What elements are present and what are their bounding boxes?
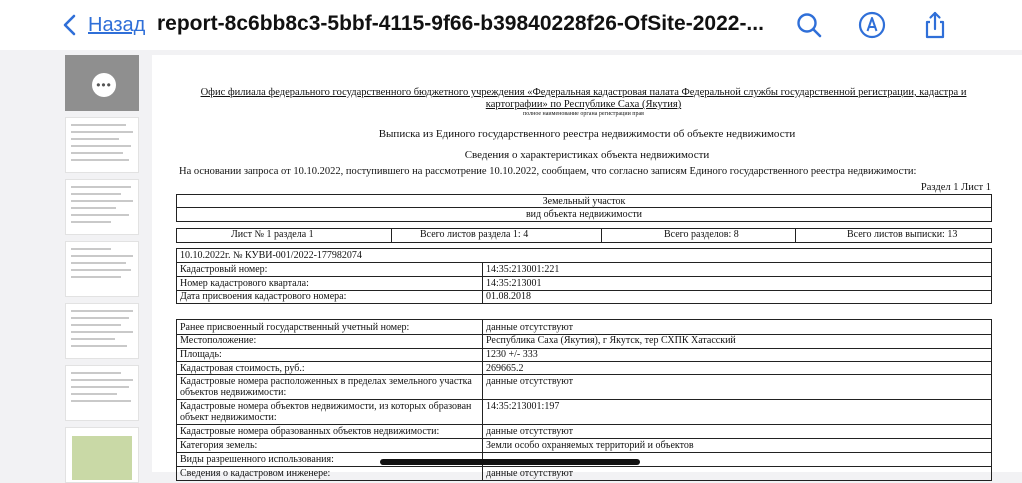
- source-cadastral-number: 14:35:213001:197: [486, 401, 560, 412]
- table-row-label: Сведения о кадастровом инженере:: [180, 468, 331, 479]
- table-row-label: Кадастровые номера объектов недвижимости, из которых образован объект недвижимости:: [180, 401, 472, 423]
- table-row-label: Кадастровая стоимость, руб.:: [180, 363, 305, 374]
- page-thumbnail-5[interactable]: [65, 303, 139, 359]
- sheet-number: Лист № 1 раздела 1: [231, 229, 314, 240]
- document-heading: Выписка из Единого государственного реестра недвижимости об объекте недвижимости: [378, 128, 796, 140]
- request-basis-text: На основании запроса от 10.10.2022, поступившего на рассмотрение 10.10.2022, сообщаем, что согласно записям Единого государственного реестра недвижимости:: [179, 166, 917, 177]
- document-title: report-8c6bb8c3-5bbf-4115-9f66-b39840228f26-OfSite-2022-...: [157, 12, 764, 35]
- table-row-value: данные отсутствуют: [486, 376, 573, 387]
- table-row-value: данные отсутствуют: [486, 426, 573, 437]
- sheets-in-section: Всего листов раздела 1: 4: [420, 229, 529, 240]
- chevron-left-icon: [62, 14, 78, 36]
- top-navigation-bar: [0, 0, 1022, 50]
- table-row-value: данные отсутствуют: [486, 322, 573, 333]
- page-thumbnail-2[interactable]: [65, 117, 139, 173]
- table-row-label: Номер кадастрового квартала:: [180, 278, 309, 289]
- search-button[interactable]: [794, 10, 824, 40]
- organization-caption: полное наименование органа регистрации прав: [522, 111, 645, 117]
- sections-count: Всего разделов: 8: [664, 229, 739, 240]
- section-sheet-label: Раздел 1 Лист 1: [920, 182, 991, 193]
- table-row-label: Местоположение:: [180, 335, 257, 346]
- document-subheading: Сведения о характеристиках объекта недвижимости: [464, 149, 710, 161]
- document-page: [152, 55, 1022, 479]
- object-type-caption: вид объекта недвижимости: [525, 209, 643, 220]
- page-thumbnail-4[interactable]: [65, 241, 139, 297]
- search-icon: [794, 10, 824, 40]
- table-row-label: Площадь:: [180, 349, 222, 360]
- object-type: Земельный участок: [542, 196, 626, 207]
- land-category: Земли особо охраняемых территорий и объектов: [486, 440, 694, 451]
- home-indicator[interactable]: [380, 459, 640, 465]
- page-thumbnail-6[interactable]: [65, 365, 139, 421]
- map-preview: [72, 436, 132, 480]
- back-label: Назад: [88, 13, 146, 36]
- sheets-total: Всего листов выписки: 13: [847, 229, 958, 240]
- cadastral-value: 269665.2: [486, 363, 524, 374]
- sheet-info-box: [176, 228, 992, 243]
- table-row-label: Ранее присвоенный государственный учетный номер:: [180, 322, 410, 333]
- back-button[interactable]: [62, 9, 145, 41]
- table-row-label: Кадастровый номер:: [180, 264, 268, 275]
- table-row-label: Виды разрешенного использования:: [180, 454, 334, 465]
- table-row-label: Кадастровые номера образованных объектов недвижимости:: [180, 426, 440, 437]
- characteristics-table: [176, 319, 992, 481]
- extract-id: 10.10.2022г. № КУВИ-001/2022-177982074: [180, 250, 362, 261]
- table-row-value: данные отсутствуют: [486, 468, 573, 479]
- markup-button[interactable]: [857, 10, 887, 40]
- table-row-label: Кадастровые номера расположенных в пределах земельного участка объектов недвижимости:: [180, 376, 472, 398]
- more-options-icon[interactable]: •••: [92, 73, 116, 97]
- organization-name: Офис филиала федерального государственного бюджетного учреждения «Федеральная кадастровая палата Федеральной службы государственной регистрации, кадастра и картографии» по Республике Саха (Якутия): [200, 87, 967, 110]
- area-value: 1230 +/- 333: [486, 349, 538, 360]
- share-icon: [920, 10, 950, 40]
- page-thumbnail-1[interactable]: [65, 55, 139, 111]
- location-value: Республика Саха (Якутия), г Якутск, тер СХПК Хатасский: [486, 335, 736, 346]
- page-thumbnail-3[interactable]: [65, 179, 139, 235]
- table-row-label: Категория земель:: [180, 440, 258, 451]
- cadastral-number: 14:35:213001:221: [486, 264, 560, 275]
- cadastral-table: [176, 248, 992, 304]
- page-thumbnail-7[interactable]: [65, 427, 139, 483]
- markup-pen-icon: [857, 10, 887, 40]
- object-type-box: [176, 194, 992, 222]
- table-row-label: Дата присвоения кадастрового номера:: [180, 291, 347, 302]
- cadastral-quarter: 14:35:213001: [486, 278, 542, 289]
- assignment-date: 01.08.2018: [486, 291, 531, 302]
- share-button[interactable]: [920, 10, 950, 40]
- page-thumbnail-sidebar: [60, 53, 142, 472]
